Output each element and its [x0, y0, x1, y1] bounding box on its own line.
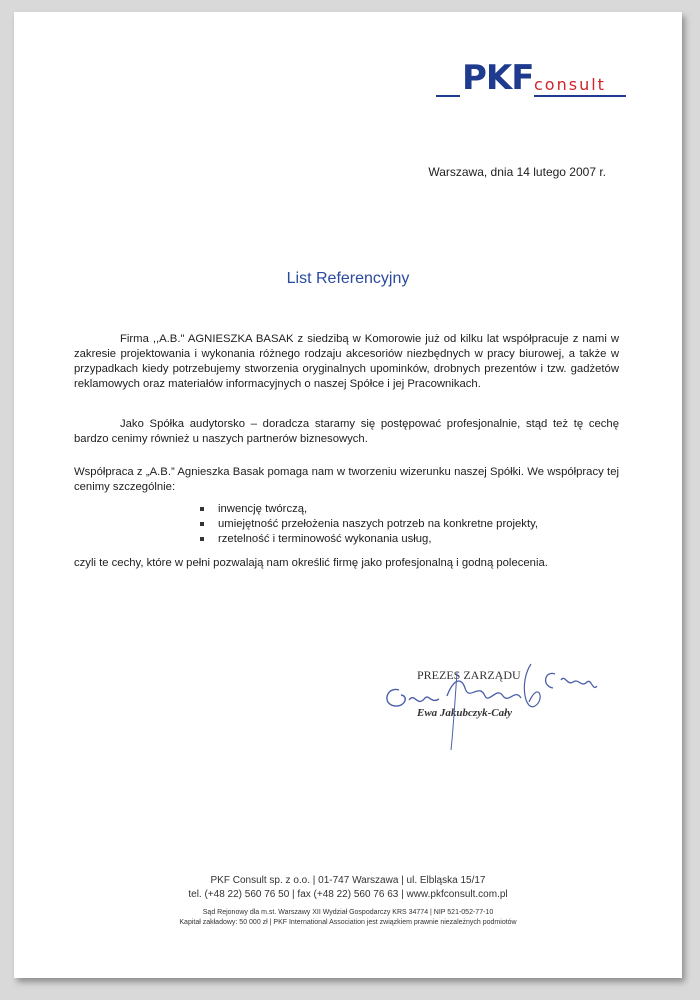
letter-page: [14, 12, 682, 978]
bullet-icon: [200, 507, 204, 511]
footer-capital: Kapitał zakładowy: 50 000 zł | PKF International Association jest związkiem prawnie niezależnych podmiotów: [179, 919, 517, 926]
paragraph-closing: czyli te cechy, które w pełni pozwalają nam określić firmę jako profesjonalną i godną polecenia.: [74, 557, 548, 569]
footer-address: PKF Consult sp. z o.o. | 01-747 Warszawa | ul. Elbląska 15/17: [210, 875, 486, 886]
paragraph-profession: Jako Spółka audytorsko – doradcza staramy się postępować profesjonalnie, stąd też tę cechę bardzo cenimy również u naszych partnerów biznesowych.: [74, 418, 619, 445]
list-item: [200, 502, 538, 517]
list-item: [200, 517, 538, 532]
signature-block: [369, 652, 609, 752]
bullet-icon: [200, 537, 204, 541]
bullet-icon: [200, 522, 204, 526]
date-line: Warszawa, dnia 14 lutego 2007 r.: [428, 165, 606, 179]
list-item: [200, 532, 538, 547]
footer-contact: tel. (+48 22) 560 76 50 | fax (+48 22) 560 76 63 | www.pkfconsult.com.pl: [188, 889, 508, 900]
signature-name: Ewa Jakubczyk-Cały: [417, 707, 513, 719]
paragraph-intro: Firma ,,A.B." AGNIESZKA BASAK z siedzibą w Komorowie już od kilku lat współpracuje z nami w zakresie projektowania i wykonania różnego rodzaju akcesoriów niezbędnych w pracy biurowej, a także w przypadkach kiedy potrzebujemy stworzenia oryginalnych upominków, drobnych prezentów i tzw. gadżetów reklamowych oraz materiałów informacyjnych o naszej Spółce i jej Pracownikach.: [74, 333, 619, 390]
pkf-consult-logo: [434, 52, 634, 107]
logo-left-bar: [436, 95, 460, 97]
list-item-text: inwencję twórczą,: [218, 503, 308, 515]
logo-underline: [534, 95, 626, 97]
footer-registry: Sąd Rejonowy dla m.st. Warszawy XII Wydział Gospodarczy KRS 34774 | NIP 521-052-77-10: [202, 909, 494, 916]
qualities-list: [200, 502, 538, 547]
list-item-text: rzetelność i terminowość wykonania usług,: [218, 533, 432, 545]
logo-main-text: PKF: [462, 58, 534, 98]
list-item-text: umiejętność przełożenia naszych potrzeb na konkretne projekty,: [218, 518, 539, 530]
signature-title: PREZES ZARZĄDU: [417, 668, 521, 682]
logo-sub-text: consult: [534, 75, 606, 94]
letter-title: List Referencyjny: [286, 270, 410, 287]
paragraph-cooperation: Współpraca z „A.B.” Agnieszka Basak pomaga nam w tworzeniu wizerunku naszej Spółki. We współpracy tej cenimy szczególnie:: [74, 466, 619, 493]
handwritten-signature: [369, 652, 609, 752]
